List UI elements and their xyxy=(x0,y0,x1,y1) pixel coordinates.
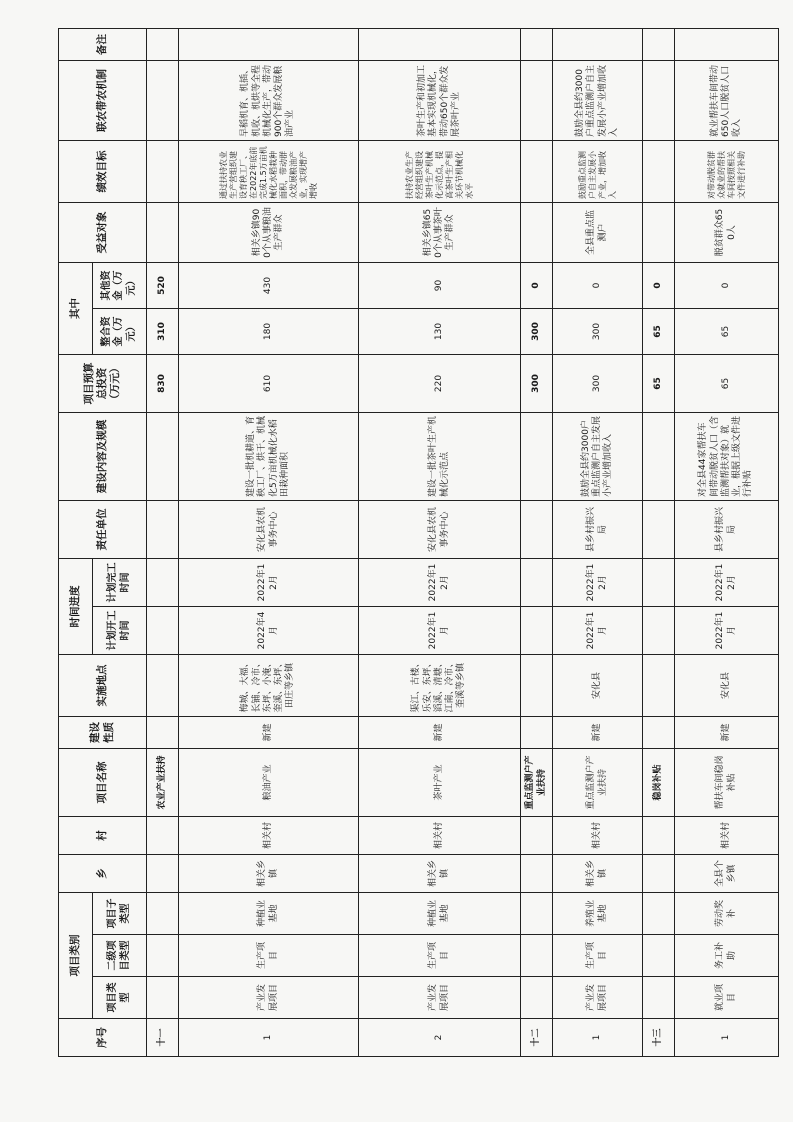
cell-nature: 新建 xyxy=(359,716,521,748)
cell-goal: 扶持农业生产经营组织建设茶叶生产机械化示范点，提高茶叶生产相关环节机械化水平 xyxy=(359,140,521,202)
cell-location: 安化县 xyxy=(553,654,643,716)
cell-category: 产业发展项目 xyxy=(553,977,643,1019)
header-content: 建设内容及规模 xyxy=(59,412,147,500)
table-row xyxy=(553,28,643,1056)
cell-mechanism: 鼓励全县约3000户重点监测户自主发展小产业增加收入 xyxy=(553,60,643,140)
cell-name: 重点监测户产业扶持 xyxy=(553,748,643,816)
cell-location: 梅城、大福、长铺、冷市、东坪、小淹、奎溪、东坪、田庄等乡镇 xyxy=(179,654,359,716)
cell-sub-type: 劳动奖补 xyxy=(675,892,779,934)
section-total: 65 xyxy=(643,354,675,412)
cell-name: 茶叶产业 xyxy=(359,748,521,816)
cell-integrated: 65 xyxy=(675,308,779,354)
section-name: 农业产业扶持 xyxy=(147,748,179,816)
cell-seq: 1 xyxy=(553,1019,643,1057)
cell-content: 建设一批茶叶生产机械化示范点 xyxy=(359,412,521,500)
header-seq: 序号 xyxy=(59,1019,147,1057)
cell-end: 2022年12月 xyxy=(553,558,643,606)
section-total: 830 xyxy=(147,354,179,412)
cell-integrated: 300 xyxy=(553,308,643,354)
header-level2: 二级项目类型 xyxy=(93,935,147,977)
cell-seq: 1 xyxy=(675,1019,779,1057)
cell-total: 300 xyxy=(553,354,643,412)
cell-village: 相关村 xyxy=(675,816,779,854)
cell-nature: 新建 xyxy=(553,716,643,748)
cell-content: 鼓励全县约3000户重点监测户自主发展小产业增加收入 xyxy=(553,412,643,500)
section-total: 300 xyxy=(521,354,553,412)
cell-goal: 对带动脱贫群众就业的帮扶车间按照相关文件进行补助 xyxy=(675,140,779,202)
cell-unit: 安化县农机事务中心 xyxy=(359,500,521,558)
header-township: 乡 xyxy=(59,854,147,892)
header-category: 项目类型 xyxy=(93,977,147,1019)
section-other: 0 xyxy=(643,262,675,308)
cell-mechanism: 就业帮扶车间带动650人口脱贫人口收入 xyxy=(675,60,779,140)
header-remark: 备注 xyxy=(59,28,147,60)
cell-goal: 鼓励重点监测户自主发展小产业，增加收入 xyxy=(553,140,643,202)
cell-content: 对全县44家帮扶车间带动脱贫人口（含监测帮扶对象）就业，根据上级文件进行补贴 xyxy=(675,412,779,500)
cell-category: 产业发展项目 xyxy=(359,977,521,1019)
cell-end: 2022年12月 xyxy=(179,558,359,606)
cell-integrated: 180 xyxy=(179,308,359,354)
cell-total: 610 xyxy=(179,354,359,412)
cell-content: 建设一批机耕道、育秧工厂、烘干、机械化5万亩机械化水稻田栽种面积 xyxy=(179,412,359,500)
header-other: 其他资金（万元） xyxy=(93,262,147,308)
cell-other: 0 xyxy=(553,262,643,308)
cell-township: 相关乡镇 xyxy=(179,854,359,892)
cell-beneficiary: 相关乡镇650个从事茶叶生产群众 xyxy=(359,202,521,262)
header-mechanism: 联农带农机制 xyxy=(59,60,147,140)
section-row xyxy=(147,28,179,1056)
cell-beneficiary: 全县重点监测户 xyxy=(553,202,643,262)
cell-location: 渠江、古楼、乐安、东坪、滔溪、清塘、江南、冷市、奎溪等乡镇 xyxy=(359,654,521,716)
section-seq: 十三 xyxy=(643,1019,675,1057)
cell-mechanism: 茶叶生产和初加工基本实现机械化，带动650个群众发展茶叶产业 xyxy=(359,60,521,140)
cell-name: 粮油产业 xyxy=(179,748,359,816)
cell-sub-type: 种植业基地 xyxy=(179,892,359,934)
cell-remark xyxy=(179,28,359,60)
project-table xyxy=(58,28,779,1057)
header-project-name: 项目名称 xyxy=(59,748,147,816)
cell-name: 帮扶车间稳岗补贴 xyxy=(675,748,779,816)
cell-total: 65 xyxy=(675,354,779,412)
cell-end: 2022年12月 xyxy=(675,558,779,606)
cell-start: 2022年1月 xyxy=(359,606,521,654)
cell-category: 就业项目 xyxy=(675,977,779,1019)
table-row xyxy=(675,28,779,1056)
cell-level2: 生产项目 xyxy=(359,935,521,977)
section-other: 0 xyxy=(521,262,553,308)
section-seq: 十一 xyxy=(147,1019,179,1057)
header-location: 实施地点 xyxy=(59,654,147,716)
cell-total: 220 xyxy=(359,354,521,412)
header-start: 计划开工时间 xyxy=(93,606,147,654)
cell-integrated: 130 xyxy=(359,308,521,354)
cell-village: 相关村 xyxy=(179,816,359,854)
cell-start: 2022年1月 xyxy=(675,606,779,654)
cell-remark xyxy=(359,28,521,60)
cell-other: 0 xyxy=(675,262,779,308)
cell-remark xyxy=(553,28,643,60)
header-unit: 责任单位 xyxy=(59,500,147,558)
cell-beneficiary: 相关乡镇900个从事粮油生产群众 xyxy=(179,202,359,262)
cell-sub-type: 养殖业基地 xyxy=(553,892,643,934)
header-category-group: 项目类别 xyxy=(59,892,93,1018)
cell-mechanism: 早稻机育、机插、机收、机烘等全程机械化生产，带动900个群众发展粮油产业 xyxy=(179,60,359,140)
header-among-group: 其中 xyxy=(59,262,93,354)
section-row xyxy=(521,28,553,1056)
cell-end: 2022年12月 xyxy=(359,558,521,606)
cell-nature: 新建 xyxy=(675,716,779,748)
cell-other: 90 xyxy=(359,262,521,308)
header-sub-type: 项目子类型 xyxy=(93,892,147,934)
cell-nature: 新建 xyxy=(179,716,359,748)
header-total: 项目预算总投资（万元） xyxy=(59,354,147,412)
cell-location: 安化县 xyxy=(675,654,779,716)
header-beneficiary: 受益对象 xyxy=(59,202,147,262)
cell-seq: 2 xyxy=(359,1019,521,1057)
cell-start: 2022年4月 xyxy=(179,606,359,654)
header-schedule-group: 时间进度 xyxy=(59,558,93,654)
section-integrated: 310 xyxy=(147,308,179,354)
cell-level2: 生产项目 xyxy=(179,935,359,977)
cell-township: 全县个乡镇 xyxy=(675,854,779,892)
section-integrated: 65 xyxy=(643,308,675,354)
cell-beneficiary: 脱贫群众650人 xyxy=(675,202,779,262)
cell-village: 相关村 xyxy=(359,816,521,854)
table-row xyxy=(359,28,521,1056)
cell-unit: 县乡村振兴局 xyxy=(553,500,643,558)
header-end: 计划完工时间 xyxy=(93,558,147,606)
cell-unit: 县乡村振兴局 xyxy=(675,500,779,558)
header-village: 村 xyxy=(59,816,147,854)
cell-goal: 通过扶持农业生产营组织建设育秧工厂、在2022年底前完成1.5万亩机械化水稻栽种面积，带动群众发展粮油产业，实现增产增收 xyxy=(179,140,359,202)
section-name: 稳岗补贴 xyxy=(643,748,675,816)
cell-level2: 生产项目 xyxy=(553,935,643,977)
table-row xyxy=(179,28,359,1056)
section-seq: 十二 xyxy=(521,1019,553,1057)
cell-township: 相关乡镇 xyxy=(359,854,521,892)
section-name: 重点监测户产业扶持 xyxy=(521,748,553,816)
cell-start: 2022年1月 xyxy=(553,606,643,654)
cell-seq: 1 xyxy=(179,1019,359,1057)
header-integrated: 整合资金（万元） xyxy=(93,308,147,354)
section-other: 520 xyxy=(147,262,179,308)
section-row xyxy=(643,28,675,1056)
cell-other: 430 xyxy=(179,262,359,308)
cell-sub-type: 种植业基地 xyxy=(359,892,521,934)
header-nature: 建设性质 xyxy=(59,716,147,748)
cell-village: 相关村 xyxy=(553,816,643,854)
investment-table-sheet xyxy=(58,33,778,1057)
header-goal: 绩效目标 xyxy=(59,140,147,202)
cell-township: 相关乡镇 xyxy=(553,854,643,892)
cell-level2: 务工补助 xyxy=(675,935,779,977)
cell-category: 产业发展项目 xyxy=(179,977,359,1019)
section-integrated: 300 xyxy=(521,308,553,354)
cell-unit: 安化县农机事务中心 xyxy=(179,500,359,558)
cell-remark xyxy=(675,28,779,60)
